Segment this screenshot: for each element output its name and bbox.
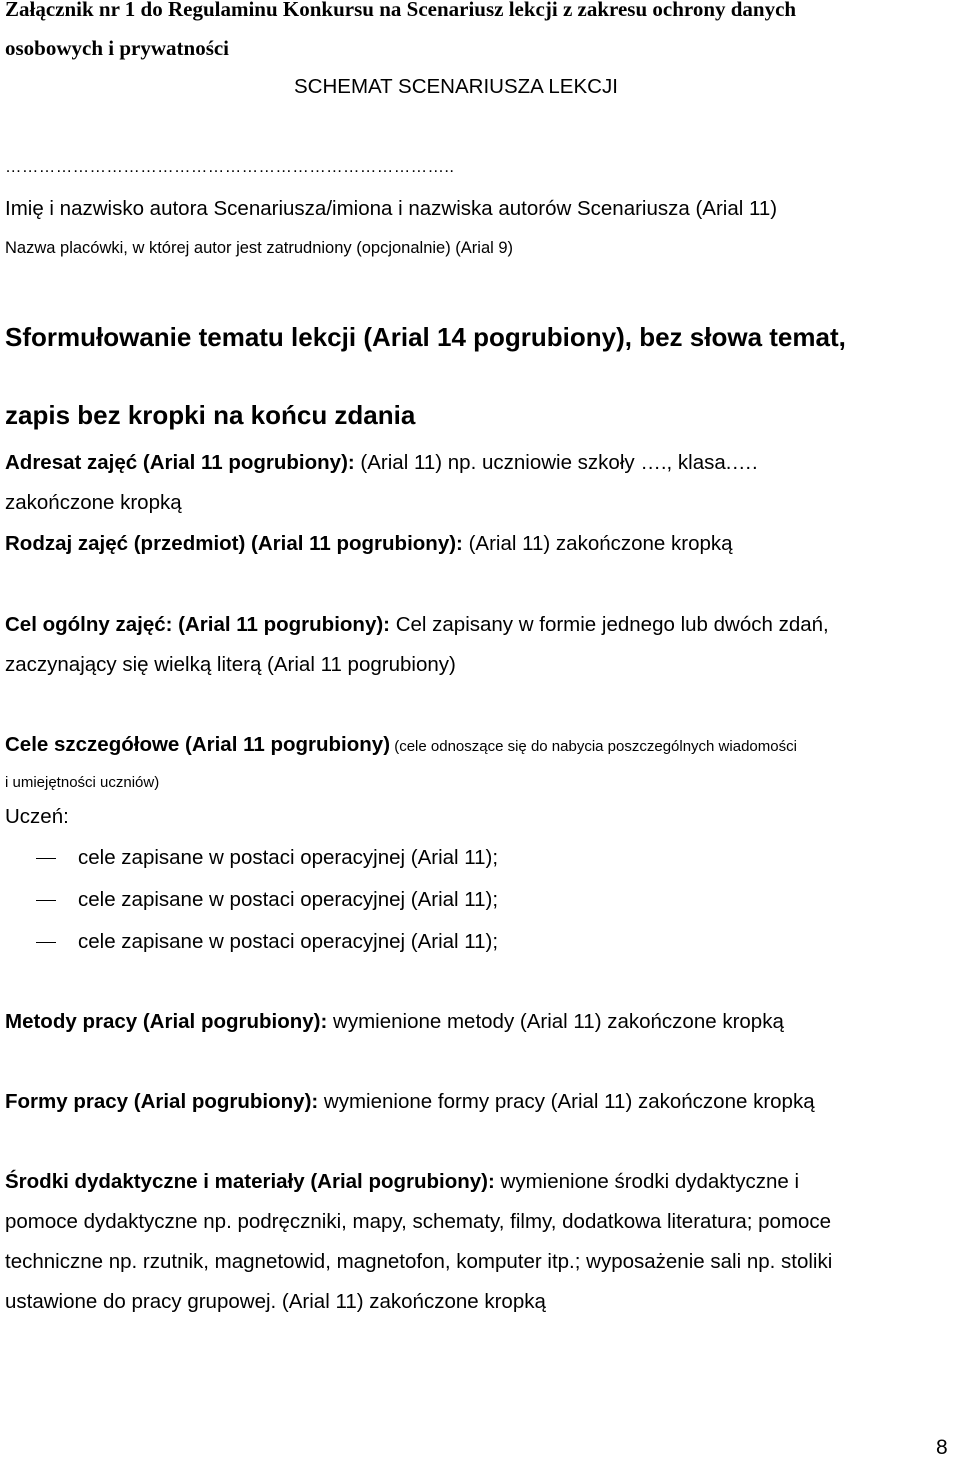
list-dash xyxy=(36,942,56,943)
list-item: cele zapisane w postaci operacyjnej (Arial 11); xyxy=(78,888,499,911)
adresat-line xyxy=(5,451,758,475)
annex-header-line2: osobowych i prywatności xyxy=(5,36,230,60)
institution-line: Nazwa placówki, w której autor jest zatrudniony (opcjonalnie) (Arial 9) xyxy=(5,239,514,257)
metody-line xyxy=(5,1010,784,1034)
rodzaj-text: (Arial 11) zakończone kropką xyxy=(462,532,733,555)
list-dash xyxy=(36,900,56,901)
page-number: 8 xyxy=(936,1436,948,1459)
cele-szczegolowe-line2: i umiejętności uczniów) xyxy=(5,774,160,791)
annex-header-line1: Załącznik nr 1 do Regulaminu Konkursu na Scenariusz lekcji z zakresu ochrony danych xyxy=(5,0,797,21)
author-line: Imię i nazwisko autora Scenariusza/imiona i nazwiska autorów Scenariusza (Arial 11) xyxy=(5,197,778,220)
adresat-line2: zakończone kropką xyxy=(5,491,182,514)
rodzaj-line xyxy=(5,532,733,556)
formy-line xyxy=(5,1090,815,1114)
uczen-label: Uczeń: xyxy=(5,805,69,828)
metody-text: wymienione metody (Arial 11) zakończone kropką xyxy=(327,1010,784,1033)
formy-text: wymienione formy pracy (Arial 11) zakończone kropką xyxy=(318,1090,815,1113)
adresat-label: Adresat zajęć (Arial 11 pogrubiony): xyxy=(5,451,355,474)
cel-ogolny-label: Cel ogólny zajęć: (Arial 11 pogrubiony): xyxy=(5,613,390,636)
formy-label: Formy pracy (Arial pogrubiony): xyxy=(5,1090,319,1113)
metody-label: Metody pracy (Arial pogrubiony): xyxy=(5,1010,328,1033)
list-item: cele zapisane w postaci operacyjnej (Arial 11); xyxy=(78,930,499,953)
cel-ogolny-line xyxy=(5,613,829,637)
srodki-line xyxy=(5,1170,799,1194)
srodki-text: wymienione środki dydaktyczne i xyxy=(494,1170,800,1193)
cele-szczegolowe-text: (cele odnoszące się do nabycia poszczególnych wiadomości xyxy=(390,738,797,755)
list-dash xyxy=(36,858,56,859)
srodki-label: Środki dydaktyczne i materiały (Arial pogrubiony): xyxy=(5,1170,495,1193)
srodki-line4: ustawione do pracy grupowej. (Arial 11) zakończone kropką xyxy=(5,1290,546,1313)
rodzaj-label: Rodzaj zajęć (przedmiot) (Arial 11 pogrubiony): xyxy=(5,532,463,555)
topic-line2: zapis bez kropki na końcu zdania xyxy=(5,400,416,430)
ellipsis-line: …………………………………………………………………….. xyxy=(5,158,455,176)
cele-szczegolowe-label: Cele szczegółowe (Arial 11 pogrubiony) xyxy=(5,733,391,756)
cel-ogolny-text: Cel zapisany w formie jednego lub dwóch zdań, xyxy=(390,613,829,636)
document-title: SCHEMAT SCENARIUSZA LEKCJI xyxy=(294,75,618,98)
srodki-line2: pomoce dydaktyczne np. podręczniki, mapy, schematy, filmy, dodatkowa literatura; pomoce xyxy=(5,1210,832,1233)
adresat-text: (Arial 11) np. uczniowie szkoły …., klasa.…. xyxy=(354,451,758,474)
topic-line1: Sformułowanie tematu lekcji (Arial 14 pogrubiony), bez słowa temat, xyxy=(5,322,846,352)
cel-ogolny-line2: zaczynający się wielką literą (Arial 11 pogrubiony) xyxy=(5,653,456,676)
srodki-line3: techniczne np. rzutnik, magnetowid, magnetofon, komputer itp.; wyposażenie sali np. stoliki xyxy=(5,1250,833,1273)
list-item: cele zapisane w postaci operacyjnej (Arial 11); xyxy=(78,846,499,869)
cele-szczegolowe-line xyxy=(5,733,797,757)
